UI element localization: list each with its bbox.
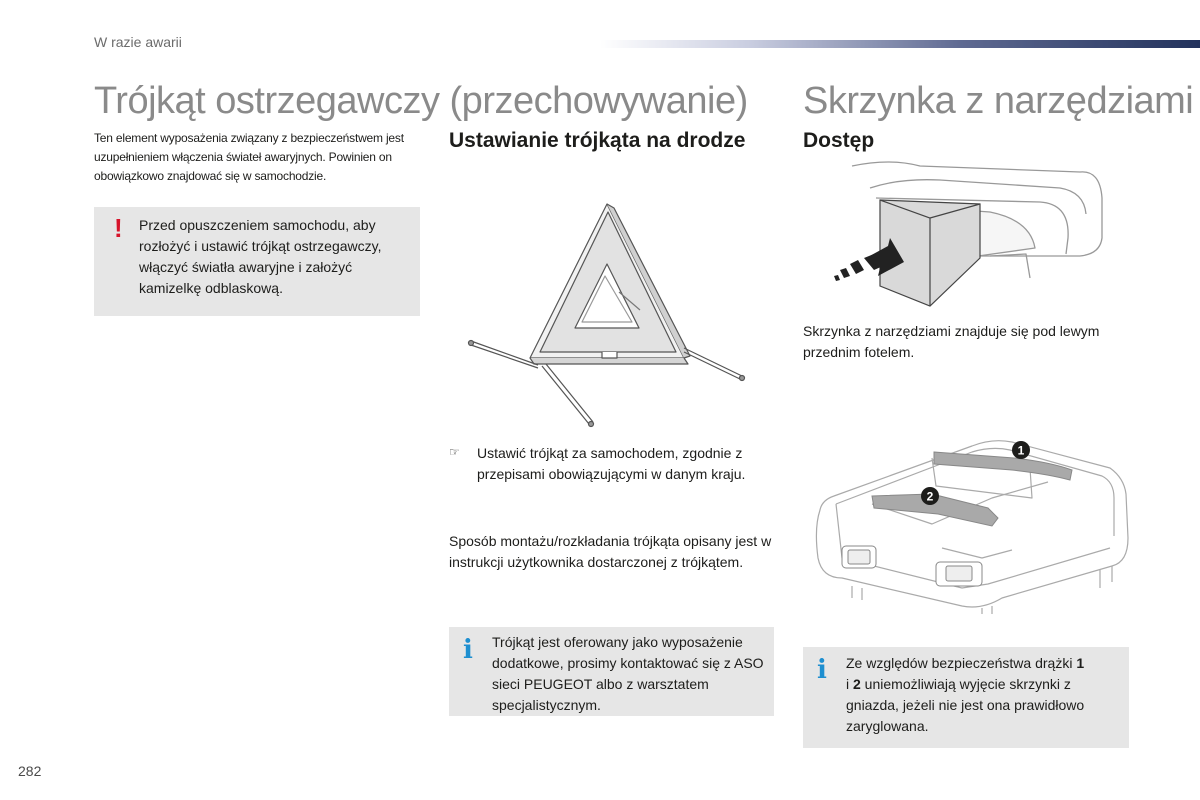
bullet-instruction: Ustawić trójkąt za samochodem, zgodnie z przepisami obowiązującymi w danym kraju. [477, 445, 746, 482]
info-text-part: uniemożliwiają wyjęcie skrzynki z gniazda, jeżeli nie jest ona prawidłowo zaryglowana. [846, 676, 1085, 734]
bar-1-reference: 1 [1076, 655, 1085, 671]
title-toolbox: Skrzynka z narzędziami [803, 80, 1194, 122]
toolbox-under-seat-illustration [830, 158, 1120, 314]
warning-text: Przed opuszczeniem samochodu, aby rozłożyć i ustawić trójkąt ostrzegawczy, włączyć światła awaryjne i założyć kamizelkę odblaskową. [139, 217, 382, 296]
section-header: W razie awarii [94, 34, 182, 50]
title-warning-triangle: Trójkąt ostrzegawczy (przechowywanie) [94, 80, 748, 122]
assembly-paragraph: Sposób montażu/rozkładania trójkąta opisany jest w instrukcji użytkownika dostarczonej z trójkątem. [449, 533, 772, 570]
info-box-toolbox [803, 647, 1129, 748]
heading-road-placement: Ustawianie trójkąta na drodze [449, 129, 746, 152]
pointing-hand-icon: ☞ [449, 445, 460, 459]
warning-box [94, 207, 420, 316]
page-number: 282 [18, 763, 42, 779]
info-box-accessory [449, 627, 774, 716]
info-text-part: Ze względów bezpieczeństwa drążki [846, 655, 1077, 671]
callout-2-label: 2 [926, 489, 934, 504]
info-icon: i [817, 655, 827, 685]
info-text-toolbox [846, 653, 1126, 737]
callout-2-marker [921, 487, 939, 505]
header-gradient-bar [600, 40, 1200, 48]
warning-icon: ! [114, 213, 123, 243]
toolbox-location-caption: Skrzynka z narzędziami znajduje się pod lewym przednim fotelem. [803, 323, 1100, 360]
info-text-accessory: Trójkąt jest oferowany jako wyposażenie dodatkowe, prosimy kontaktować się z ASO sieci PEUGEOT albo z warsztatem specjalistycznym. [492, 634, 764, 713]
heading-access: Dostęp [803, 129, 875, 152]
info-text-part: i [846, 676, 853, 692]
info-icon: i [463, 635, 473, 665]
bar-2-reference: 2 [853, 676, 861, 692]
warning-triangle-illustration [462, 200, 752, 430]
toolbox-bars-illustration [812, 438, 1130, 616]
callout-1-label: 1 [1017, 443, 1025, 458]
intro-paragraph: Ten element wyposażenia związany z bezpieczeństwem jest uzupełnieniem włączenia świateł awaryjnych. Powinien on obowiązkowo znajdować się w samochodzie. [94, 131, 404, 183]
callout-1-marker [1012, 441, 1030, 459]
